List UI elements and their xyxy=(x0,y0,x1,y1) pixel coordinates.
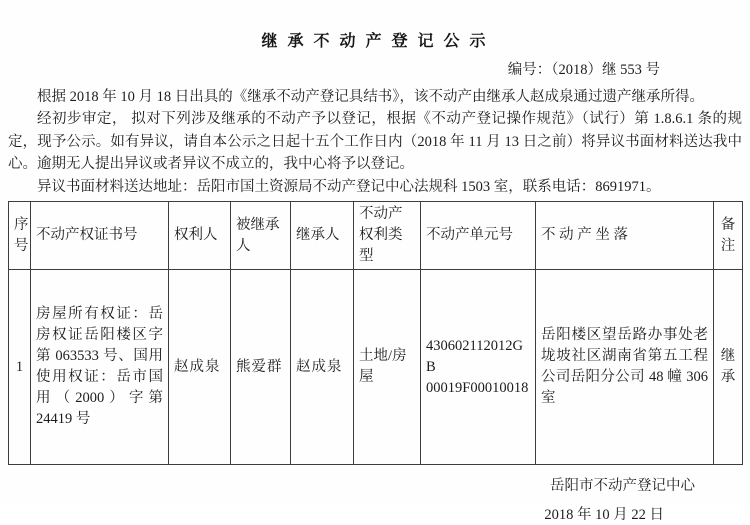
header-location: 不 动 产 坐 落 xyxy=(536,202,714,270)
document-number: 编号：（2018）继 553 号 xyxy=(507,62,660,78)
header-decedent: 被继承人 xyxy=(231,202,291,270)
table-header-row xyxy=(9,202,743,270)
header-right-type: 不动产权利类型 xyxy=(354,202,421,270)
cell-remark: 继承 xyxy=(714,270,743,465)
registration-table xyxy=(8,201,743,465)
issuer-name: 岳阳市不动产登记中心 xyxy=(550,478,695,495)
paragraph-delivery-address: 异议书面材料送达地址：岳阳市国土资源局不动产登记中心法规科 1503 室，联系电话：8691971。 xyxy=(37,178,661,195)
cell-decedent: 熊爱群 xyxy=(231,270,291,465)
cell-holder: 赵成泉 xyxy=(169,270,231,465)
paragraph-review-and-objection: 经初步审定， 拟对下列涉及继承的不动产予以登记，根据《不动产登记操作规范》（试行）第 1.8.6.1 条的规定，现予公示。如有异议，请自本公示之日起十五个工作日内（2018 年 11 月 13 日之前）将异议书面材料送达我中心。逾期无人提出异议或者异议不成立的，我中心将予以登记。 xyxy=(8,111,742,173)
unit-no-line-1: 430602112012GB xyxy=(426,337,523,375)
issuer-block xyxy=(0,476,750,525)
cell-seq: 1 xyxy=(9,270,31,465)
table-row xyxy=(9,270,743,465)
header-remark: 备注 xyxy=(714,202,743,270)
header-cert-no: 不动产权证书号 xyxy=(31,202,169,270)
paragraph-basis: 根据 2018 年 10 月 18 日出具的《继承不动产登记具结书》，该不动产由继承人赵成泉通过遗产继承所得。 xyxy=(37,89,704,105)
header-heir: 继承人 xyxy=(291,202,354,270)
issue-date: 2018 年 10 月 22 日 xyxy=(544,507,664,524)
cell-location: 岳阳楼区望岳路办事处老垅坡社区湖南省第五工程公司岳阳分公司 48 幢 306 室 xyxy=(536,270,714,465)
page-title: 继 承 不 动 产 登 记 公 示 xyxy=(261,33,489,50)
cell-right-type: 土地/房屋 xyxy=(354,270,421,465)
unit-no-line-2: 00019F00010018 xyxy=(426,379,529,396)
header-seq: 序号 xyxy=(9,202,31,270)
cell-cert-no: 房屋所有权证：岳房权证岳阳楼区字第 063533 号、国用使用权证：岳市国用（2000）字第 24419 号 xyxy=(31,270,169,465)
notice-body xyxy=(8,86,742,198)
cell-heir: 赵成泉 xyxy=(291,270,354,465)
header-unit-no: 不动产单元号 xyxy=(421,202,536,270)
cell-unit-no xyxy=(421,270,536,465)
header-holder: 权利人 xyxy=(169,202,231,270)
